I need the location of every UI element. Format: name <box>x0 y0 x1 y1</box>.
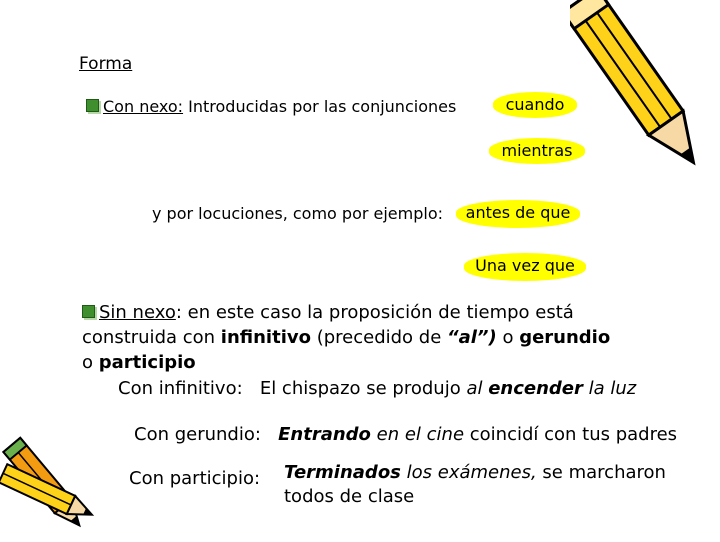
con-nexo-label: Con nexo: <box>103 97 184 116</box>
ejemplo-infinitivo <box>118 378 636 399</box>
bullet-icon <box>82 305 95 318</box>
text-span: los exámenes, <box>400 462 537 483</box>
conjuncion-mientras: mientras <box>489 138 585 164</box>
text-span: se marcharon <box>536 462 666 483</box>
text-span: El chispazo se produjo <box>259 378 467 399</box>
participio-term: participio <box>98 352 196 373</box>
al-term: “al”) <box>447 327 497 348</box>
con-nexo-text: Introducidas por las conjunciones <box>188 97 457 116</box>
text-span: la luz <box>588 378 637 399</box>
sin-nexo-line-3 <box>82 352 196 373</box>
text-span: coincidí con tus padres <box>464 424 678 445</box>
infinitivo-term: infinitivo <box>220 327 311 348</box>
pencils-icon-bottom-left <box>0 432 110 542</box>
ejemplo-participio-line-1 <box>284 462 666 483</box>
ejemplo-participio-label: Con participio: <box>129 468 261 489</box>
bullet-icon <box>86 99 99 112</box>
page-title: Forma <box>79 54 133 74</box>
sin-nexo-text: : en este caso la proposición de tiempo está <box>175 302 574 323</box>
text-span: o <box>496 327 520 348</box>
text-span: Entrando <box>278 424 371 445</box>
text-span: en el cine <box>370 424 465 445</box>
text-span: o <box>82 352 99 373</box>
con-nexo-line <box>86 97 456 116</box>
text-span: al <box>466 378 483 399</box>
gerundio-term: gerundio <box>519 327 611 348</box>
sin-nexo-label: Sin nexo <box>99 302 176 323</box>
locucion-antes-de-que: antes de que <box>456 200 580 228</box>
ejemplo-label: Con gerundio: <box>134 424 261 445</box>
locuciones-text: y por locuciones, como por ejemplo: <box>152 204 444 223</box>
sin-nexo-line-2 <box>82 327 610 348</box>
ejemplo-participio-line-2: todos de clase <box>284 486 415 507</box>
sin-nexo-line-1 <box>82 302 574 323</box>
pencil-icon-top-right <box>570 0 720 190</box>
text-span: encender <box>488 378 583 399</box>
locucion-una-vez-que: Una vez que <box>464 253 586 281</box>
text-span: Terminados <box>284 462 401 483</box>
conjuncion-cuando: cuando <box>493 92 577 118</box>
text-span: (precedido de <box>310 327 447 348</box>
ejemplo-gerundio <box>134 424 677 445</box>
ejemplo-label: Con infinitivo: <box>118 378 243 399</box>
text-span: construida con <box>82 327 221 348</box>
